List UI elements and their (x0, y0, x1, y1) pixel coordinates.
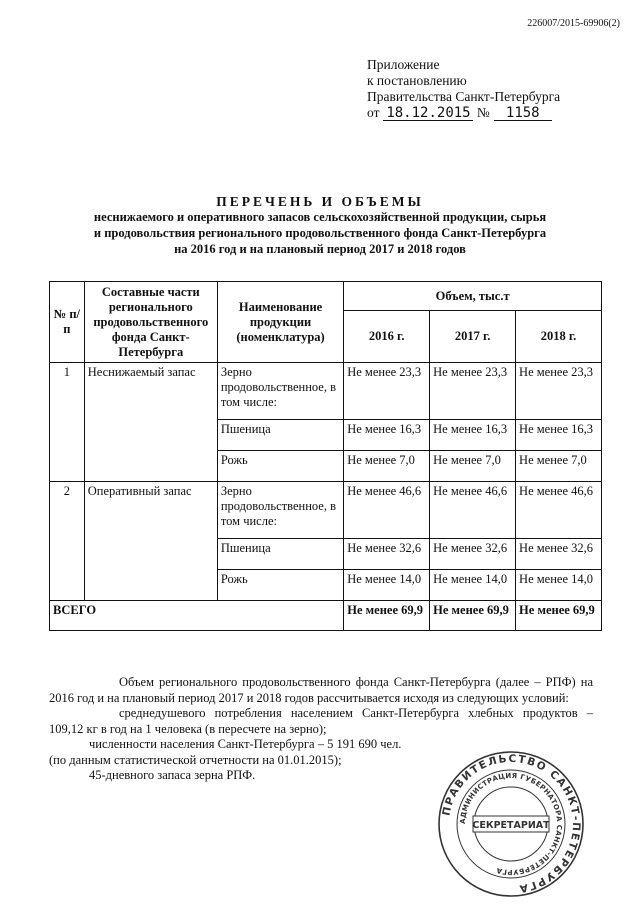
row-2-v2018: Не менее 46,6 (516, 482, 602, 539)
header-2018: 2018 г. (516, 311, 602, 363)
table-header-row (50, 282, 602, 311)
seal-center-text: СЕКРЕТАРИАТ (472, 820, 550, 831)
row-2b-v2017: Не менее 14,0 (430, 570, 516, 601)
appendix-date-line (367, 105, 560, 121)
row-1a-v2017: Не менее 16,3 (430, 420, 516, 451)
resolution-date: 18.12.2015 (383, 106, 473, 121)
row-1-v2017: Не менее 23,3 (430, 363, 516, 420)
row-2-v2016: Не менее 46,6 (344, 482, 430, 539)
resolution-number: 1158 (494, 106, 552, 121)
row-2a-v2016: Не менее 32,6 (344, 539, 430, 570)
number-prefix: № (476, 105, 490, 120)
document-subtitle (60, 209, 580, 257)
row-1b-v2016: Не менее 7,0 (344, 451, 430, 482)
paragraph-5: 45-дневного запаса зерна РПФ. (89, 768, 256, 782)
secretariat-seal (437, 750, 585, 898)
table-total-row (50, 601, 602, 631)
row-1-v2018: Не менее 23,3 (516, 363, 602, 420)
paragraph-4: (по данным статистической отчетности на 01.01.2015); (49, 752, 342, 767)
paragraph-2: среднедушевого потребления населением Санкт-Петербурга хлебных продуктов – 109,12 кг в год на 1 человека (в пересчете на зерно); (49, 706, 593, 736)
row-1-part: Неснижаемый запас (84, 363, 217, 482)
row-1b-v2018: Не менее 7,0 (516, 451, 602, 482)
row-1-product: Зерно продовольственное, в том числе: (217, 363, 343, 420)
total-v2016: Не менее 69,9 (344, 601, 430, 631)
total-v2017: Не менее 69,9 (430, 601, 516, 631)
row-2-num: 2 (50, 482, 85, 601)
table-row (50, 482, 602, 539)
volumes-table (49, 281, 602, 631)
paragraph-1: Объем регионального продовольственного фонда Санкт-Петербурга (далее – РПФ) на 2016 год и на плановый период 2017 и 2018 годов рассчитывается исходя из следующих условий: (49, 675, 593, 705)
row-2a-product: Пшеница (217, 539, 343, 570)
total-label: ВСЕГО (50, 601, 344, 631)
row-2b-v2018: Не менее 14,0 (516, 570, 602, 601)
header-part: Составные части регионального продовольственного фонда Санкт-Петербурга (84, 282, 217, 363)
row-1a-v2018: Не менее 16,3 (516, 420, 602, 451)
row-1b-product: Рожь (217, 451, 343, 482)
header-volume: Объем, тыс.т (344, 282, 602, 311)
row-1-num: 1 (50, 363, 85, 482)
header-product: Наименование продукции (номенклатура) (217, 282, 343, 363)
subtitle-line-3: на 2016 год и на плановый период 2017 и 2018 годов (174, 242, 466, 256)
row-2b-v2016: Не менее 14,0 (344, 570, 430, 601)
date-prefix: от (367, 105, 380, 120)
subtitle-line-1: неснижаемого и оперативного запасов сельскохозяйственной продукции, сырья (93, 210, 547, 224)
header-2016: 2016 г. (344, 311, 430, 363)
table-row (50, 363, 602, 420)
appendix-block (367, 57, 560, 121)
total-v2018: Не менее 69,9 (516, 601, 602, 631)
paragraph-3: численности населения Санкт-Петербурга – 5 191 690 чел. (89, 737, 402, 751)
seal-inner-text: АДМИНИСТРАЦИЯ ГУБЕРНАТОРА САНКТ-ПЕТЕРБУРГА (458, 771, 564, 877)
header-num: № п/п (50, 282, 85, 363)
row-2-product: Зерно продовольственное, в том числе: (217, 482, 343, 539)
header-2017: 2017 г. (430, 311, 516, 363)
row-1a-v2016: Не менее 16,3 (344, 420, 430, 451)
document-title: ПЕРЕЧЕНЬ И ОБЪЕМЫ (216, 194, 424, 209)
appendix-line-1: Приложение (367, 57, 440, 72)
row-2-v2017: Не менее 46,6 (430, 482, 516, 539)
document-number: 226007/2015-69906(2) (527, 18, 620, 29)
row-2b-product: Рожь (217, 570, 343, 601)
subtitle-line-2: и продовольствия регионального продовольственного фонда Санкт-Петербурга (93, 226, 547, 240)
seal-outer-text: ПРАВИТЕЛЬСТВО САНКТ-ПЕТЕРБУРГА (440, 752, 583, 895)
row-2a-v2018: Не менее 32,6 (516, 539, 602, 570)
row-2-part: Оперативный запас (84, 482, 217, 601)
appendix-line-3: Правительства Санкт-Петербурга (367, 89, 561, 104)
row-2a-v2017: Не менее 32,6 (430, 539, 516, 570)
row-1-v2016: Не менее 23,3 (344, 363, 430, 420)
appendix-line-2: к постановлению (367, 73, 467, 88)
row-1b-v2017: Не менее 7,0 (430, 451, 516, 482)
row-1a-product: Пшеница (217, 420, 343, 451)
